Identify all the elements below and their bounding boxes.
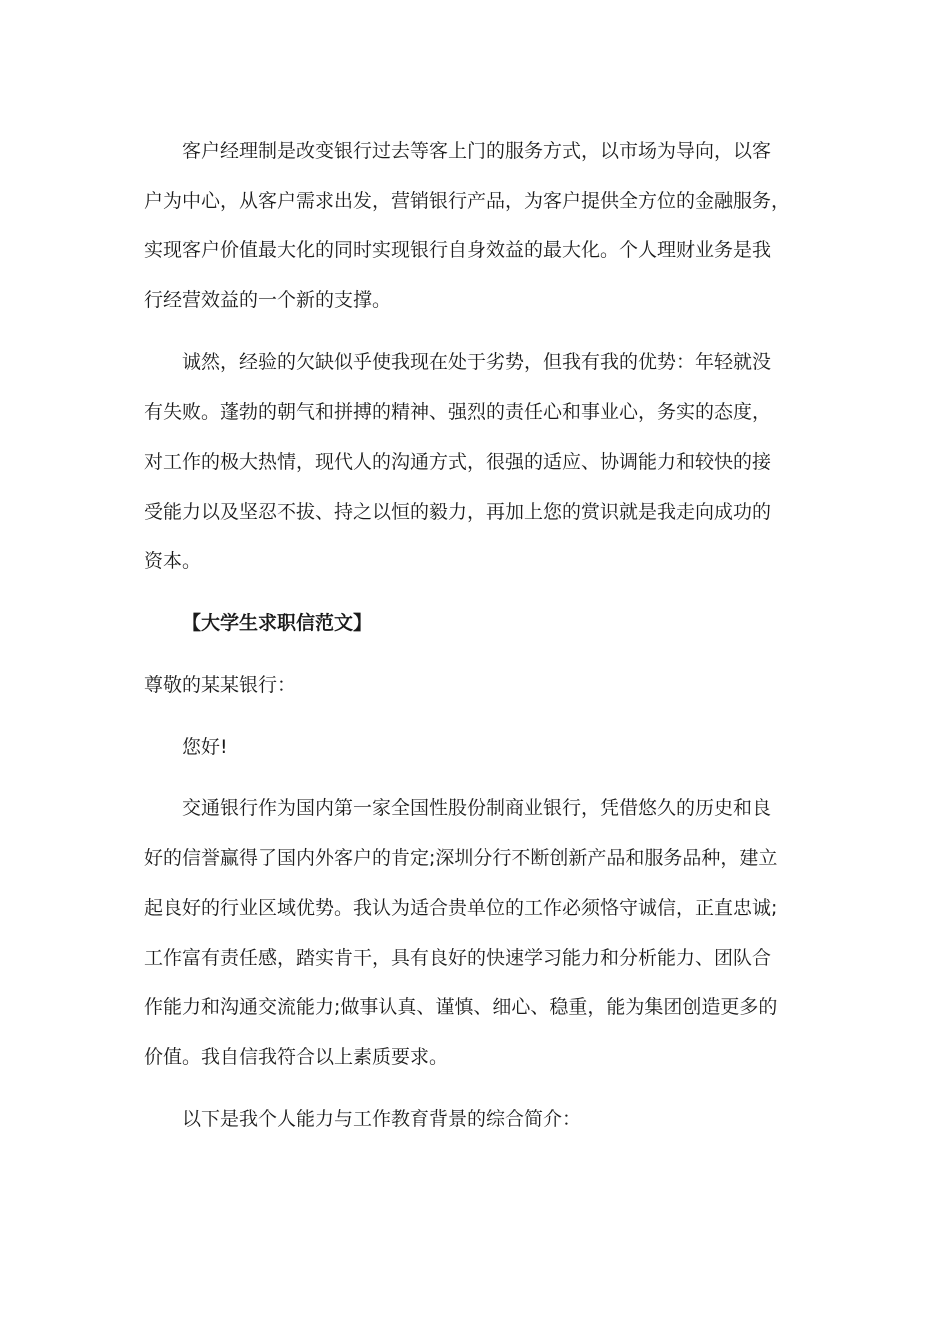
paragraph-line: 户为中心，从客户需求出发，营销银行产品，为客户提供全方位的金融服务， (144, 190, 791, 212)
paragraph-line: 有失败。蓬勃的朝气和拼搏的精神、强烈的责任心和事业心，务实的态度， (144, 401, 772, 423)
paragraph-line: 起良好的行业区域优势。我认为适合贵单位的工作必须恪守诚信，正直忠诚; (144, 897, 778, 919)
paragraph-line: 对工作的极大热情，现代人的沟通方式，很强的适应、协调能力和较快的接 (144, 451, 772, 473)
greeting: 您好! (182, 736, 228, 758)
paragraph-line: 作能力和沟通交流能力;做事认真、谨慎、细心、稳重，能为集团创造更多的 (144, 996, 778, 1018)
paragraph-line: 交通银行作为国内第一家全国性股份制商业银行，凭借悠久的历史和良 (182, 797, 772, 819)
paragraph-line: 客户经理制是改变银行过去等客上门的服务方式，以市场为导向，以客 (182, 140, 772, 162)
paragraph-line: 资本。 (144, 550, 202, 572)
paragraph-line: 好的信誉赢得了国内外客户的肯定;深圳分行不断创新产品和服务品种，建立 (144, 847, 778, 869)
paragraph-line: 价值。我自信我符合以上素质要求。 (144, 1046, 449, 1068)
paragraph-line: 实现客户价值最大化的同时实现银行自身效益的最大化。个人理财业务是我 (144, 239, 772, 261)
paragraph-line: 工作富有责任感，踏实肯干，具有良好的快速学习能力和分析能力、团队合 (144, 947, 772, 969)
section-heading: 【大学生求职信范文】 (182, 612, 373, 634)
salutation: 尊敬的某某银行： (144, 674, 297, 696)
paragraph-line: 诚然，经验的欠缺似乎使我现在处于劣势，但我有我的优势：年轻就没 (182, 351, 772, 373)
paragraph-line: 受能力以及坚忍不拔、持之以恒的毅力，再加上您的赏识就是我走向成功的 (144, 501, 772, 523)
paragraph-line: 以下是我个人能力与工作教育背景的综合简介： (182, 1108, 582, 1130)
paragraph-line: 行经营效益的一个新的支撑。 (144, 289, 392, 311)
